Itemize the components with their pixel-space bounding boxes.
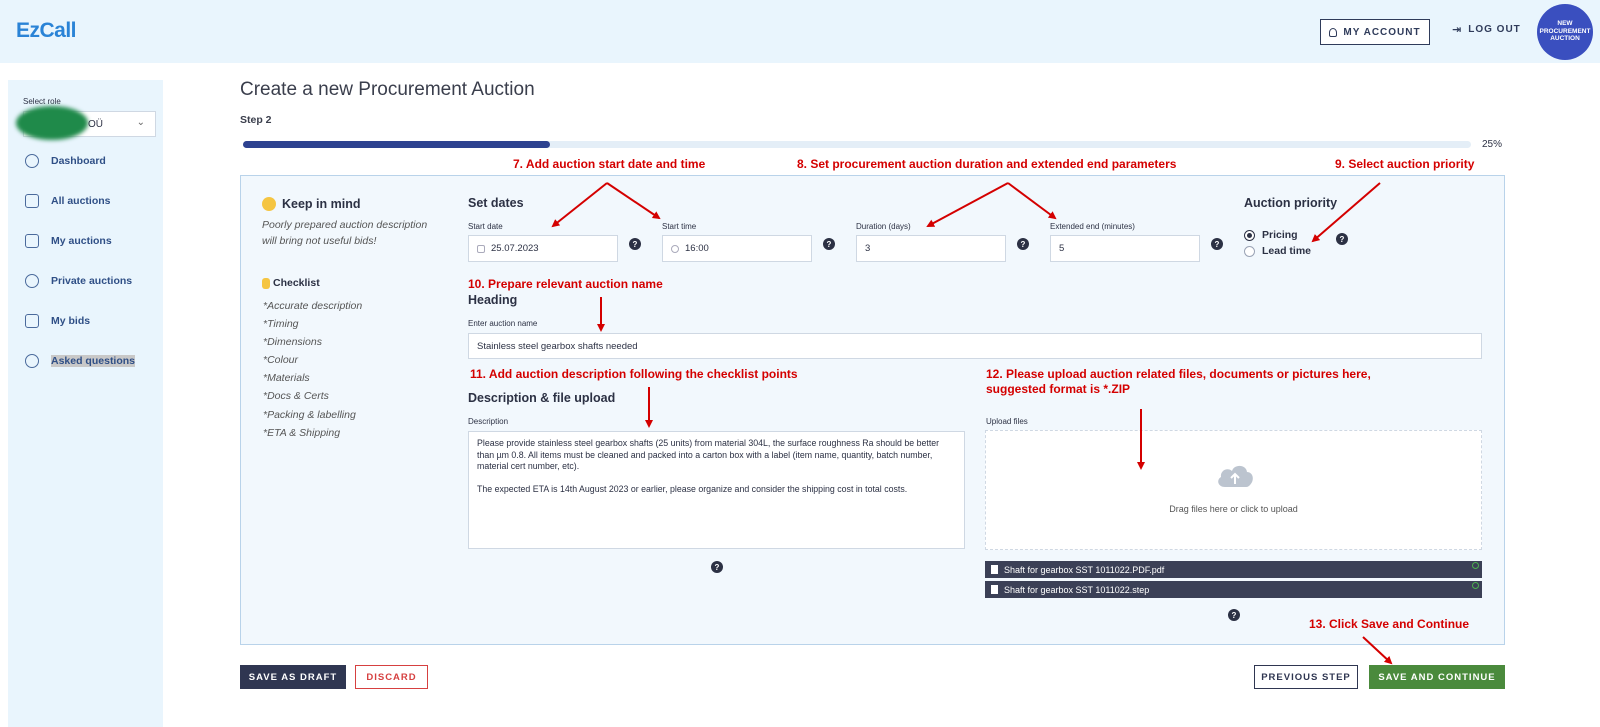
redacted-mark bbox=[16, 106, 88, 140]
clock-icon bbox=[671, 245, 679, 253]
progress-percent: 25% bbox=[1482, 139, 1503, 150]
uploaded-file-name: Shaft for gearbox SST 1011022.PDF.pdf bbox=[1004, 564, 1165, 575]
duration-label: Duration (days) bbox=[856, 222, 911, 231]
help-icon[interactable]: ? bbox=[1336, 233, 1348, 245]
annotation-10: 10. Prepare relevant auction name bbox=[468, 277, 663, 291]
checklist bbox=[263, 300, 362, 445]
sidebar-item-label: Dashboard bbox=[51, 155, 106, 167]
check-circle-icon bbox=[1472, 582, 1479, 589]
sidebar-item-asked-questions[interactable] bbox=[25, 354, 135, 368]
user-doc-icon bbox=[25, 234, 39, 248]
keep-in-mind-title bbox=[262, 197, 360, 211]
auction-name-input[interactable] bbox=[468, 333, 1482, 359]
save-and-continue-button[interactable]: SAVE AND CONTINUE bbox=[1369, 665, 1505, 689]
radio-selected-icon bbox=[1244, 230, 1255, 241]
smile-icon bbox=[262, 197, 276, 211]
auction-name-label: Enter auction name bbox=[468, 319, 538, 328]
help-icon[interactable]: ? bbox=[823, 238, 835, 250]
duration-value: 3 bbox=[865, 243, 871, 254]
upload-files-label: Upload files bbox=[986, 417, 1028, 426]
priority-lead-time-label: Lead time bbox=[1262, 245, 1312, 257]
coins-icon bbox=[25, 314, 39, 328]
sidebar-item-all-auctions[interactable] bbox=[25, 194, 111, 208]
logout-button[interactable] bbox=[1452, 23, 1521, 36]
file-icon bbox=[991, 585, 998, 594]
previous-step-button[interactable]: PREVIOUS STEP bbox=[1254, 665, 1358, 689]
step-label: Step 2 bbox=[240, 114, 272, 126]
annotation-12-line-2: suggested format is *.ZIP bbox=[986, 382, 1131, 396]
chevron-down-icon: ⌄ bbox=[136, 117, 145, 128]
sidebar-item-label: All auctions bbox=[51, 195, 111, 207]
checklist-item: *Packing & labelling bbox=[263, 408, 356, 421]
sidebar-item-dashboard[interactable] bbox=[25, 154, 106, 168]
keep-in-mind-text: Poorly prepared auction description will bring not useful bids! bbox=[262, 219, 428, 247]
help-icon[interactable]: ? bbox=[1017, 238, 1029, 250]
page-title: Create a new Procurement Auction bbox=[240, 79, 535, 100]
help-icon[interactable]: ? bbox=[1228, 609, 1240, 621]
checklist-item: *Timing bbox=[263, 318, 299, 331]
checklist-item: *Dimensions bbox=[263, 336, 322, 349]
sidebar-item-private-auctions[interactable] bbox=[25, 274, 132, 288]
start-date-input[interactable] bbox=[468, 235, 618, 262]
annotation-9: 9. Select auction priority bbox=[1335, 157, 1475, 171]
new-auction-line-3: AUCTION bbox=[1550, 35, 1580, 42]
file-icon bbox=[991, 565, 998, 574]
annotation-12-line-1: 12. Please upload auction related files, documents or pictures here, bbox=[986, 367, 1371, 381]
radio-icon bbox=[1244, 246, 1255, 257]
start-date-label: Start date bbox=[468, 222, 503, 231]
annotation-13: 13. Click Save and Continue bbox=[1309, 617, 1470, 631]
start-time-value: 16:00 bbox=[685, 243, 709, 254]
sidebar-item-my-auctions[interactable] bbox=[25, 234, 112, 248]
role-select-value: OÜ bbox=[88, 119, 103, 130]
hand-icon bbox=[262, 278, 270, 289]
new-auction-line-2: PROCUREMENT bbox=[1539, 27, 1591, 35]
start-time-input[interactable] bbox=[662, 235, 812, 262]
checklist-heading: Checklist bbox=[273, 277, 320, 289]
user-icon bbox=[1329, 28, 1337, 37]
description-textarea[interactable]: Please provide stainless steel gearbox shafts (25 units) from material 304L, the surface roughness Ra should be better than µm 0.8. All items must be cleaned and packed into a carton box with a label (item name, quantity, batch number, material cert number, etc). The expected ETA is 14th August 2023 or earlier, please organize and consider the shipping cost in total costs. bbox=[468, 431, 965, 549]
uploaded-file[interactable] bbox=[985, 581, 1482, 598]
dropzone-text: Drag files here or click to upload bbox=[1169, 504, 1298, 514]
logout-label: LOG OUT bbox=[1468, 24, 1521, 35]
duration-input[interactable] bbox=[856, 235, 1006, 262]
top-bar bbox=[0, 0, 1600, 63]
check-circle-icon bbox=[1472, 562, 1479, 569]
gavel-icon bbox=[25, 194, 39, 208]
progress-fill bbox=[243, 141, 550, 148]
file-dropzone[interactable] bbox=[985, 430, 1482, 550]
new-procurement-auction-button[interactable] bbox=[1537, 4, 1593, 60]
sidebar-item-label: Asked questions bbox=[51, 355, 136, 367]
extended-end-label: Extended end (minutes) bbox=[1050, 222, 1135, 231]
priority-pricing-radio[interactable] bbox=[1244, 229, 1298, 241]
my-account-button[interactable] bbox=[1320, 19, 1430, 45]
set-dates-heading: Set dates bbox=[468, 196, 524, 210]
cloud-upload-icon bbox=[1215, 461, 1255, 489]
annotation-11: 11. Add auction description following the checklist points bbox=[470, 367, 798, 381]
description-heading: Description & file upload bbox=[468, 391, 616, 405]
heading-section-title: Heading bbox=[468, 293, 518, 307]
priority-lead-time-radio[interactable] bbox=[1244, 245, 1311, 257]
eye-off-icon bbox=[25, 274, 39, 288]
sidebar-item-label: Private auctions bbox=[51, 275, 133, 287]
select-role-label: Select role bbox=[23, 97, 61, 106]
checklist-item: *Colour bbox=[263, 354, 299, 367]
pie-chart-icon bbox=[25, 154, 39, 168]
chat-icon bbox=[25, 354, 39, 368]
new-auction-line-1: NEW bbox=[1557, 20, 1573, 27]
discard-button[interactable]: DISCARD bbox=[355, 665, 428, 689]
checklist-item: *Docs & Certs bbox=[263, 390, 329, 403]
extended-end-input[interactable] bbox=[1050, 235, 1200, 262]
start-date-value: 25.07.2023 bbox=[491, 243, 539, 254]
logout-icon: ⇥ bbox=[1452, 24, 1463, 36]
sidebar-item-label: My bids bbox=[51, 315, 91, 327]
uploaded-file[interactable] bbox=[985, 561, 1482, 578]
save-as-draft-button[interactable]: SAVE AS DRAFT bbox=[240, 665, 346, 689]
checklist-title bbox=[262, 277, 320, 289]
start-time-label: Start time bbox=[662, 222, 697, 231]
calendar-icon bbox=[477, 245, 485, 253]
auction-name-value: Stainless steel gearbox shafts needed bbox=[477, 340, 638, 352]
keep-in-mind-heading: Keep in mind bbox=[282, 197, 361, 211]
extended-end-value: 5 bbox=[1059, 243, 1065, 254]
help-icon[interactable]: ? bbox=[629, 238, 641, 250]
checklist-item: *Materials bbox=[263, 372, 310, 385]
checklist-item: *Accurate description bbox=[263, 300, 363, 312]
description-label: Description bbox=[468, 417, 509, 426]
uploaded-file-name: Shaft for gearbox SST 1011022.step bbox=[1004, 584, 1150, 595]
my-account-label: MY ACCOUNT bbox=[1343, 26, 1421, 38]
auction-priority-heading: Auction priority bbox=[1244, 196, 1338, 210]
progress-bar bbox=[243, 141, 1471, 148]
checklist-item: *ETA & Shipping bbox=[263, 426, 341, 439]
help-icon[interactable]: ? bbox=[711, 561, 723, 573]
sidebar-item-label: My auctions bbox=[51, 235, 112, 247]
priority-pricing-label: Pricing bbox=[1262, 229, 1298, 241]
help-icon[interactable]: ? bbox=[1211, 238, 1223, 250]
annotation-7: 7. Add auction start date and time bbox=[513, 157, 706, 171]
annotation-8: 8. Set procurement auction duration and extended end parameters bbox=[797, 157, 1177, 171]
role-select[interactable] bbox=[23, 111, 156, 137]
sidebar-item-my-bids[interactable] bbox=[25, 314, 90, 328]
logo[interactable]: EzCall bbox=[16, 19, 77, 42]
sidebar bbox=[8, 80, 163, 727]
